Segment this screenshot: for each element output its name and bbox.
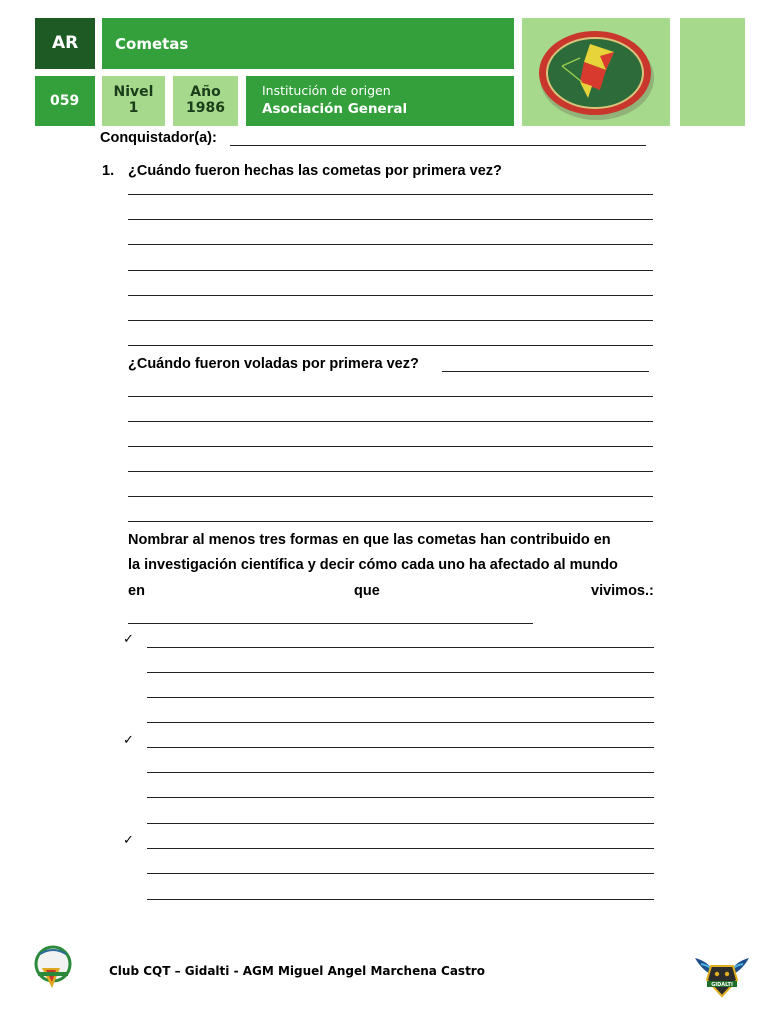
answer-line[interactable] (128, 471, 653, 472)
answer-line[interactable] (147, 873, 654, 874)
question-3-inline-field[interactable] (128, 623, 533, 624)
institution-box (246, 76, 514, 126)
question-2-text: ¿Cuándo fueron voladas por primera vez? (128, 356, 419, 372)
answer-line[interactable] (128, 521, 653, 522)
number-box (35, 76, 95, 126)
answer-line[interactable] (147, 772, 654, 773)
institution-value: Asociación General (262, 101, 408, 117)
year-value: 1986 (186, 100, 225, 116)
badge-number: 059 (50, 93, 80, 109)
answer-line[interactable] (128, 320, 653, 321)
answer-line[interactable] (128, 270, 653, 271)
question-3-line-1: Nombrar al menos tres formas en que las cometas han contribuido en (128, 532, 611, 548)
level-box (102, 76, 165, 126)
answer-line[interactable] (128, 295, 653, 296)
kite-badge-icon (522, 18, 670, 126)
answer-line[interactable] (147, 797, 654, 798)
side-box (680, 18, 745, 126)
gidalti-logo-icon (693, 952, 751, 998)
answer-line[interactable] (147, 672, 654, 673)
answer-line[interactable] (147, 722, 654, 723)
pathfinder-logo-icon (30, 942, 74, 992)
level-label: Nivel (113, 84, 154, 100)
answer-line[interactable] (128, 496, 653, 497)
year-box (173, 76, 238, 126)
conquistador-label: Conquistador(a): (100, 130, 217, 146)
answer-line[interactable] (128, 194, 653, 195)
question-1-number: 1. (102, 163, 115, 179)
answer-line[interactable] (147, 647, 654, 648)
check-icon: ✓ (123, 732, 134, 747)
answer-line[interactable] (128, 244, 653, 245)
gidalti-logo-text: GIDALTI (711, 982, 733, 988)
check-icon: ✓ (123, 832, 134, 847)
answer-line[interactable] (128, 421, 653, 422)
title-bar (102, 18, 514, 69)
answer-line[interactable] (128, 446, 653, 447)
check-icon: ✓ (123, 631, 134, 646)
institution-label: Institución de origen (262, 83, 391, 98)
question-3-word-en: en (128, 583, 145, 599)
question-1-text: ¿Cuándo fueron hechas las cometas por primera vez? (128, 163, 502, 179)
answer-line[interactable] (147, 747, 654, 748)
badge-box (522, 18, 670, 126)
page-title: Cometas (115, 35, 189, 53)
answer-line[interactable] (128, 345, 653, 346)
question-2-inline-field[interactable] (442, 371, 649, 372)
category-code-box (35, 18, 95, 69)
question-3-word-que: que (354, 583, 380, 599)
conquistador-field[interactable] (230, 145, 646, 146)
answer-line[interactable] (147, 823, 654, 824)
answer-line[interactable] (128, 396, 653, 397)
answer-line[interactable] (147, 848, 654, 849)
answer-line[interactable] (128, 219, 653, 220)
question-3-line-2: la investigación científica y decir cómo cada uno ha afectado al mundo (128, 557, 618, 573)
question-3-word-vivimos: vivimos.: (591, 583, 654, 599)
answer-line[interactable] (147, 899, 654, 900)
level-value: 1 (128, 100, 139, 116)
category-code: AR (52, 33, 79, 53)
footer-credit: Club CQT – Gidalti - AGM Miguel Angel Marchena Castro (109, 964, 485, 978)
year-label: Año (190, 84, 221, 100)
answer-line[interactable] (147, 697, 654, 698)
